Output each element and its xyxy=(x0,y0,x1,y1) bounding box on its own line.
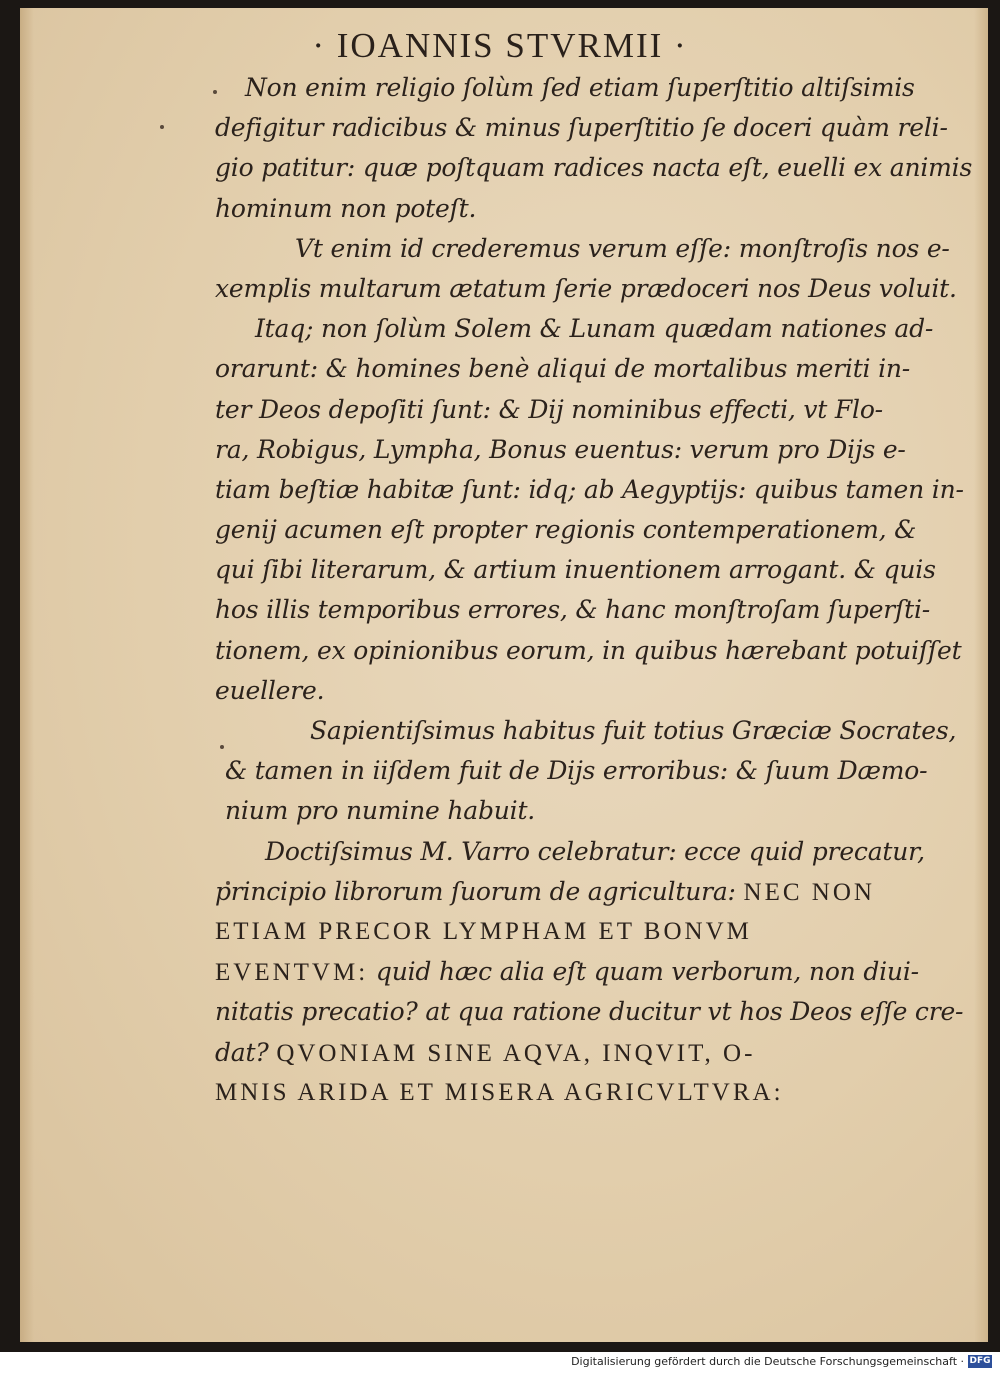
text-line: defigitur radicibus & minus ſuperſtitio ſe doceri quàm reli- xyxy=(215,113,948,143)
text-line: tionem, ex opinionibus eorum, in quibus hærebant potuiſſet xyxy=(215,635,962,665)
text-line: ter Deos depoſiti ſunt: & Dij nominibus effecti, vt Flo- xyxy=(215,394,883,424)
caps-fragment: QVONIAM SINE AQVA, INQVIT, O- xyxy=(276,1039,756,1067)
text-line: Doctiſsimus M. Varro celebratur: ecce quid precatur, xyxy=(265,836,925,866)
text-line: genij acumen eſt propter regionis contemperationem, & xyxy=(215,515,917,545)
text-line: Vt enim id crederemus verum eſſe: monſtroſis nos e- xyxy=(295,233,950,263)
text-line: hos illis temporibus errores, & hanc monſtroſam ſuperſti- xyxy=(215,595,931,625)
text-line xyxy=(215,1033,935,1073)
dfg-logo-icon: DFG xyxy=(969,1356,991,1366)
text-fragment: principio librorum ſuorum de agricultura: xyxy=(215,876,736,906)
text-line: nium pro numine habuit. xyxy=(225,796,536,826)
text-line: euellere. xyxy=(215,675,325,705)
text-line: orarunt: & homines benè aliqui de mortalibus meriti in- xyxy=(215,354,911,384)
text-line: hominum non poteſt. xyxy=(215,193,477,223)
margin-mark xyxy=(160,125,164,129)
text-line: gio patitur: quæ poſtquam radices nacta eſt, euelli ex animis xyxy=(215,153,973,183)
text-line: nitatis precatio? at qua ratione ducitur vt hos Deos eſſe cre- xyxy=(215,997,964,1027)
page-edge-left xyxy=(20,8,34,1342)
text-line-caps: MNIS ARIDA ET MISERA AGRICVLTVRA: xyxy=(215,1078,784,1106)
running-head: · IOANNIS STVRMII · xyxy=(312,26,688,65)
text-line: xemplis multarum ætatum ſerie prædoceri nos Deus voluit. xyxy=(215,273,957,303)
funding-notice: Digitalisierung gefördert durch die Deutsche Forschungsgemeinschaft · xyxy=(571,1355,964,1368)
text-line: qui ſibi literarum, & artium inuentionem arrogant. & quis xyxy=(215,555,936,585)
text-line: Sapientiſsimus habitus fuit totius Græciæ Socrates, xyxy=(310,716,957,745)
text-fragment: quid hæc alia eſt quam verborum, non diui- xyxy=(375,957,919,987)
text-line: Itaq; non ſolùm Solem & Lunam quædam nationes ad- xyxy=(255,314,934,344)
text-line: Non enim religio ſolùm ſed etiam ſuperſtitio altiſsimis xyxy=(245,73,915,102)
text-body xyxy=(215,68,973,1113)
caps-fragment: EVENTVM: xyxy=(215,959,369,987)
page-edge-right xyxy=(974,8,988,1342)
text-line xyxy=(215,952,935,992)
text-line: tiam beſtiæ habitæ ſunt: idq; ab Aegyptijs: quibus tamen in- xyxy=(215,474,964,504)
text-line xyxy=(215,872,935,912)
caps-fragment: NEC NON xyxy=(743,878,875,906)
text-line: & tamen in iiſdem fuit de Dijs erroribus: & ſuum Dæmo- xyxy=(225,756,928,786)
text-line-caps: ETIAM PRECOR LYMPHAM ET BONVM xyxy=(215,917,752,945)
text-line: ra, Robigus, Lympha, Bonus euentus: verum pro Dijs e- xyxy=(215,434,906,464)
text-fragment: dat? xyxy=(215,1037,269,1067)
